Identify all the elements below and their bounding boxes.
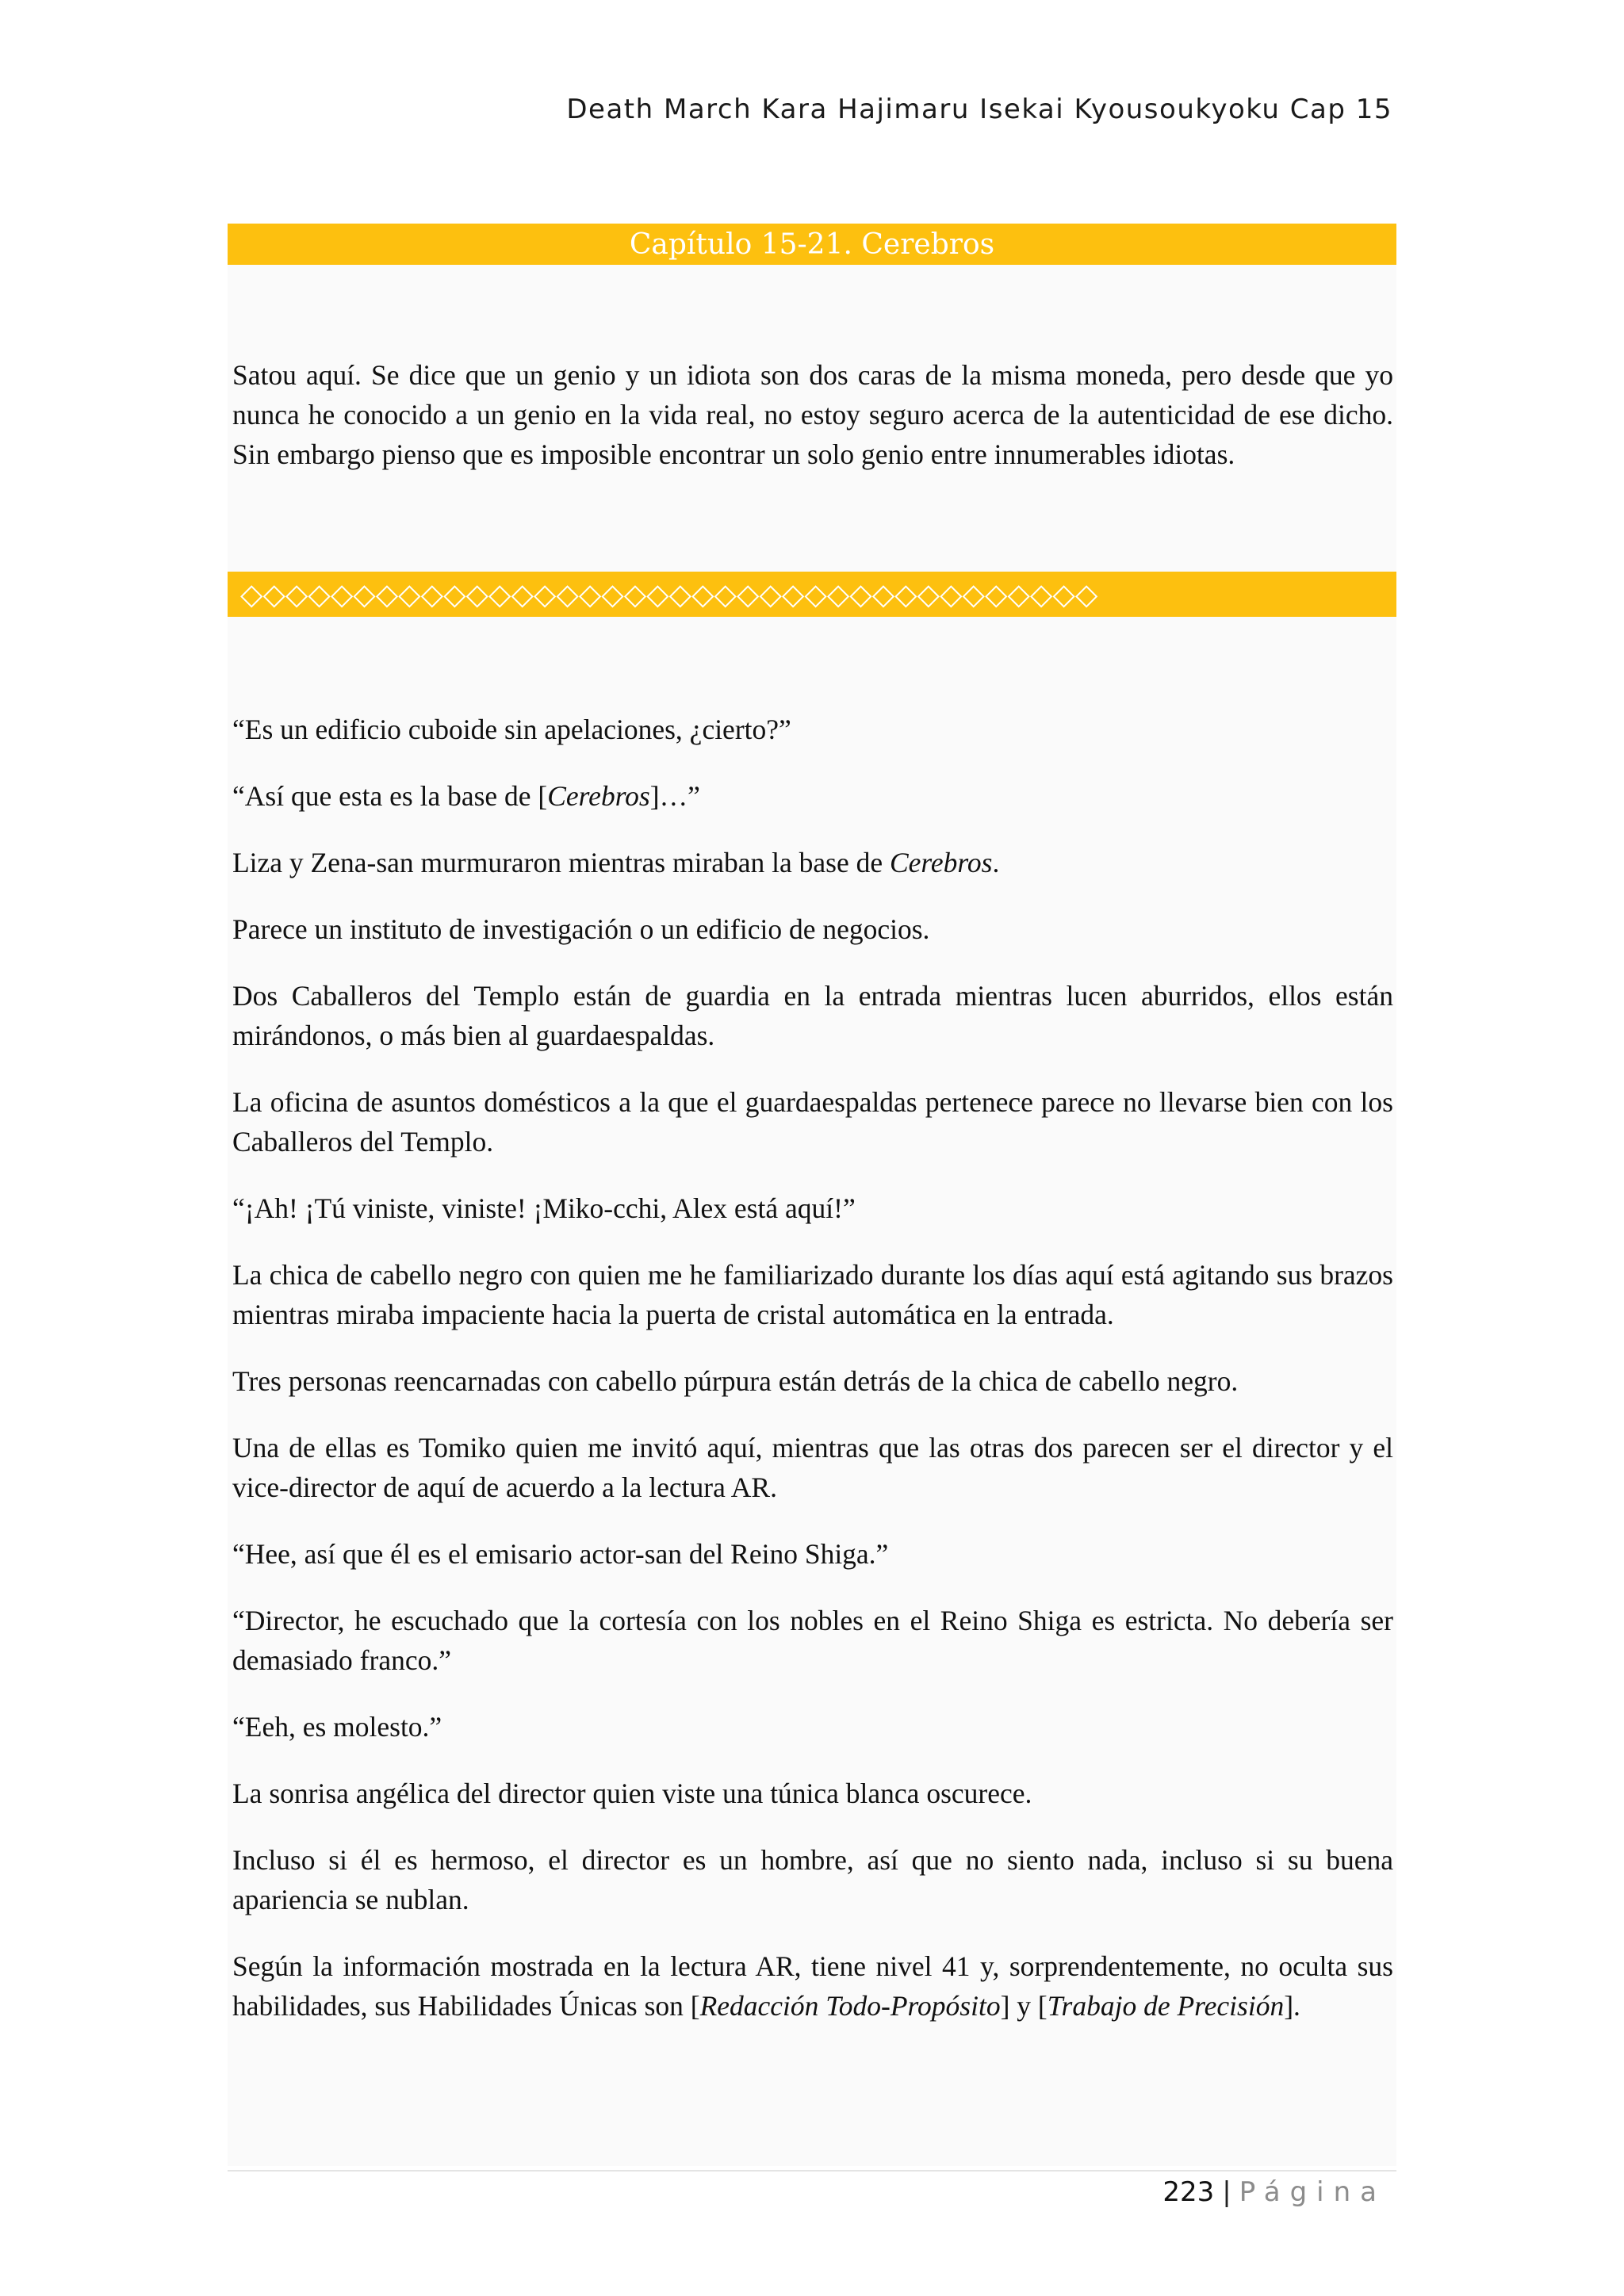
text-run: “Así que esta es la base de [: [232, 780, 548, 812]
body-text: [232, 710, 1393, 2053]
diamond-separator-icons: ◇◇◇◇◇◇◇◇◇◇◇◇◇◇◇◇◇◇◇◇◇◇◇◇◇◇◇◇◇◇◇◇◇◇◇◇◇◇: [240, 577, 1098, 611]
body-paragraph: [232, 1188, 1393, 1228]
text-run: Según la información mostrada en la lectura AR, tiene nivel 41 y, sorprendentemente, no oculta sus habilidades, sus Habilidades Únicas son [: [232, 1950, 1393, 2022]
text-run: “Director, he escuchado que la cortesía con los nobles en el Reino Shiga es estricta. No debería ser demasiado franco.”: [232, 1605, 1393, 1676]
italic-run: Trabajo de Precisión: [1047, 1990, 1285, 2022]
text-run: La oficina de asuntos domésticos a la que el guardaespaldas pertenece parece no llevarse bien con los Caballeros del Templo.: [232, 1086, 1393, 1158]
text-run: Tres personas reencarnadas con cabello púrpura están detrás de la chica de cabello negro.: [232, 1365, 1239, 1397]
text-run: “Eeh, es molesto.”: [232, 1711, 442, 1743]
chapter-title: Capítulo 15-21. Cerebros: [629, 228, 995, 261]
body-paragraph: [232, 1255, 1393, 1334]
body-paragraph: [232, 976, 1393, 1055]
body-paragraph: [232, 1082, 1393, 1161]
footer-separator: |: [1222, 2176, 1231, 2208]
body-paragraph: [232, 776, 1393, 816]
text-run: La chica de cabello negro con quien me he familiarizado durante los días aquí está agitando sus brazos mientras miraba impaciente hacia la puerta de cristal automática en la entrada.: [232, 1259, 1393, 1330]
text-run: “¡Ah! ¡Tú viniste, viniste! ¡Miko-cchi, Alex está aquí!”: [232, 1192, 856, 1224]
text-run: Liza y Zena-san murmuraron mientras miraban la base de: [232, 847, 890, 878]
intro-section: [232, 355, 1393, 501]
page-word: Página: [1239, 2176, 1386, 2208]
text-run: Incluso si él es hermoso, el director es un hombre, así que no siento nada, incluso si su buena apariencia se nublan.: [232, 1844, 1393, 1915]
body-paragraph: [232, 1361, 1393, 1401]
text-run: Dos Caballeros del Templo están de guardia en la entrada mientras lucen aburridos, ellos están mirándonos, o más bien al guardaespaldas.: [232, 980, 1393, 1051]
text-run: ]…”: [649, 780, 700, 812]
body-paragraph: [232, 843, 1393, 882]
body-paragraph: [232, 1707, 1393, 1747]
body-paragraph: [232, 1840, 1393, 1919]
text-run: ] y [: [1000, 1990, 1048, 2022]
italic-run: Cerebros: [547, 780, 650, 812]
page-footer: [1162, 2176, 1386, 2208]
scene-separator: [228, 572, 1396, 617]
italic-run: Redacción Todo-Propósito: [699, 1990, 1001, 2022]
body-paragraph: [232, 1428, 1393, 1507]
intro-paragraph: Satou aquí. Se dice que un genio y un idiota son dos caras de la misma moneda, pero desde que yo nunca he conocido a un genio en la vida real, no estoy seguro acerca de la autenticidad de ese dicho. Sin embargo pienso que es imposible encontrar un solo genio entre innumerables idiotas.: [232, 359, 1393, 470]
text-run: “Hee, así que él es el emisario actor-san del Reino Shiga.”: [232, 1538, 889, 1570]
chapter-title-bar: [228, 224, 1396, 265]
page-number: 223: [1162, 2176, 1215, 2208]
body-paragraph: [232, 1534, 1393, 1574]
body-paragraph: [232, 909, 1393, 949]
body-paragraph: [232, 1601, 1393, 1680]
body-paragraph: [232, 710, 1393, 749]
body-paragraph: [232, 1946, 1393, 2026]
italic-run: Cerebros: [889, 847, 993, 878]
text-run: Una de ellas es Tomiko quien me invitó aquí, mientras que las otras dos parecen ser el director y el vice-director de aquí de acuerdo a la lectura AR.: [232, 1432, 1393, 1503]
body-paragraph: [232, 1774, 1393, 1813]
text-run: .: [992, 847, 1000, 878]
text-run: ].: [1284, 1990, 1300, 2022]
footer-divider: [228, 2170, 1396, 2172]
text-run: La sonrisa angélica del director quien viste una túnica blanca oscurece.: [232, 1777, 1032, 1809]
text-run: “Es un edificio cuboide sin apelaciones, ¿cierto?”: [232, 714, 791, 745]
text-run: Parece un instituto de investigación o un edificio de negocios.: [232, 913, 930, 945]
running-header: Death March Kara Hajimaru Isekai Kyousoukyoku Cap 15: [566, 94, 1392, 125]
